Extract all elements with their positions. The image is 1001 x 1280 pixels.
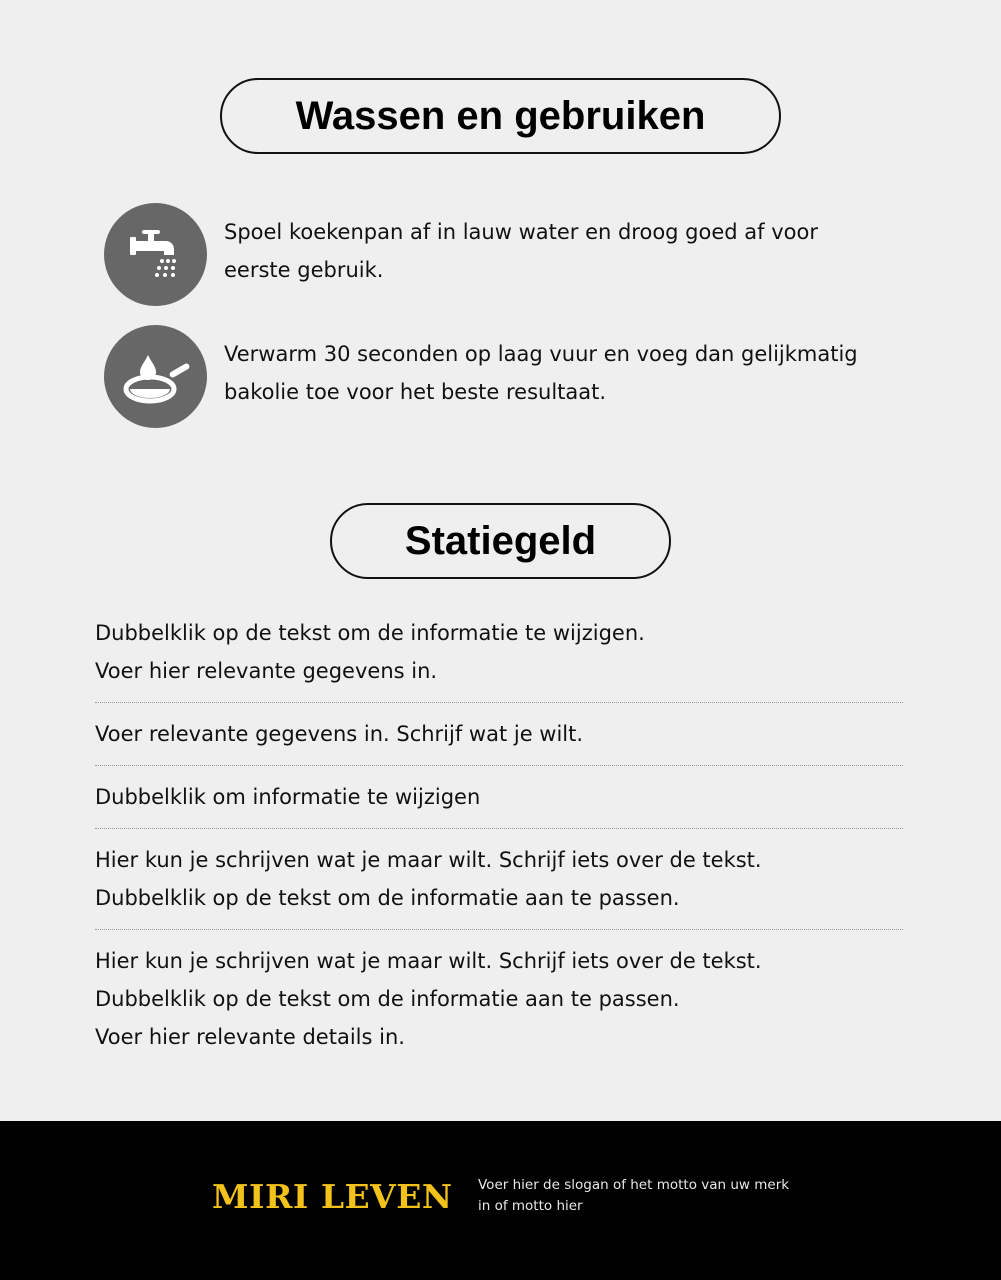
section-title-deposit: Statiegeld (330, 503, 671, 579)
list-item (95, 765, 903, 828)
step-text: Verwarm 30 seconden op laag vuur en voeg dan gelijkmatig bakolie toe voor het beste resultaat. (224, 342, 858, 404)
frying-pan-oil-icon (104, 325, 207, 428)
deposit-info-list (95, 614, 903, 1068)
list-item-line: Voer hier relevante gegevens in. (95, 659, 438, 683)
brand-slogan: Voer hier de slogan of het motto van uw merk in of motto hier (478, 1177, 790, 1214)
list-item-line: Dubbelklik op de tekst om de informatie te wijzigen. (95, 621, 645, 645)
list-item-line: Voer relevante gegevens in. Schrijf wat je wilt. (95, 722, 584, 746)
footer (0, 1121, 1001, 1280)
list-item-line: Voer hier relevante details in. (95, 1025, 405, 1049)
list-item (95, 828, 903, 929)
list-item-line: Hier kun je schrijven wat je maar wilt. Schrijf iets over de tekst. (95, 949, 762, 973)
list-item-line: Hier kun je schrijven wat je maar wilt. Schrijf iets over de tekst. (95, 848, 762, 872)
section-title-wash: Wassen en gebruiken (220, 78, 781, 154)
step-heat (104, 325, 904, 429)
step-text: Spoel koekenpan af in lauw water en droog goed af voor eerste gebruik. (224, 220, 818, 282)
list-item-line: Dubbelklik op de tekst om de informatie aan te passen. (95, 886, 680, 910)
list-item-line: Dubbelklik om informatie te wijzigen (95, 785, 481, 809)
list-item (95, 929, 903, 1068)
list-item (95, 702, 903, 765)
faucet-icon (104, 203, 207, 306)
brand-logo: MIRI LEVEN (212, 1177, 453, 1216)
step-rinse (104, 203, 904, 307)
list-item (95, 614, 903, 702)
list-item-line: Dubbelklik op de tekst om de informatie aan te passen. (95, 987, 680, 1011)
